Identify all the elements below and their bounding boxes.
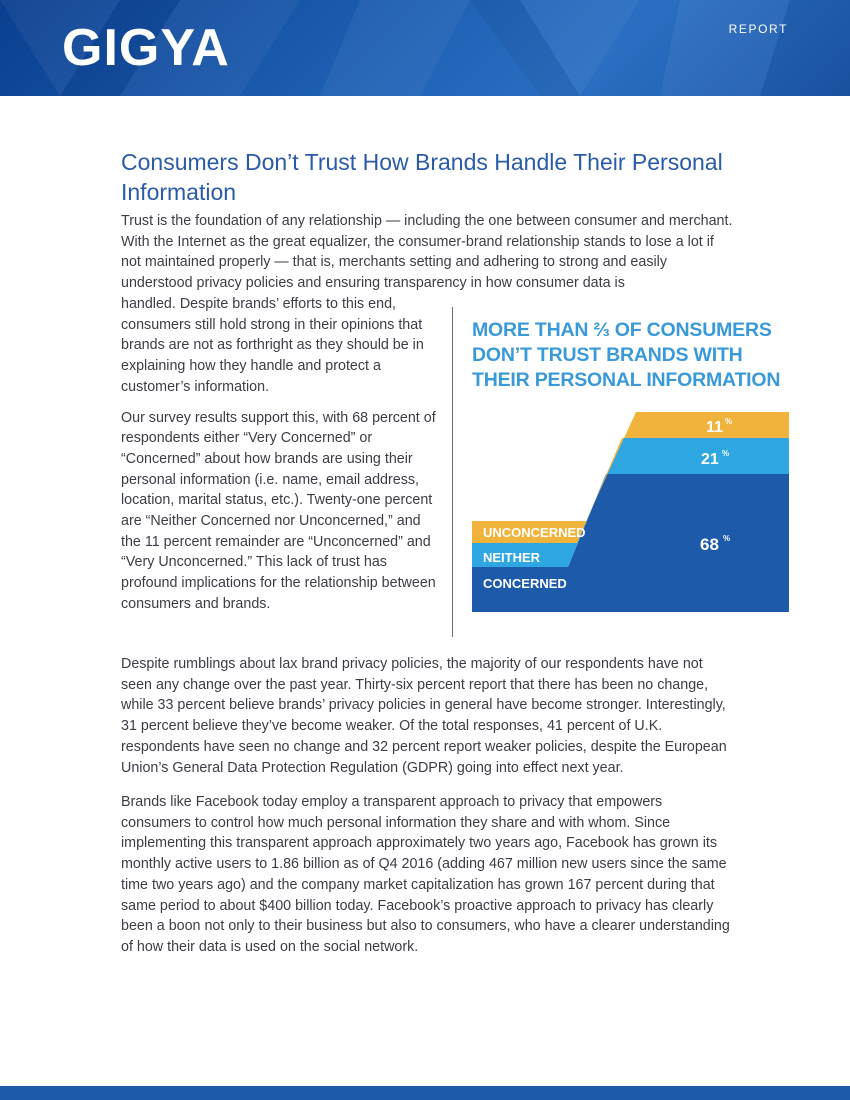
concern-stacked-chart — [472, 412, 792, 612]
policy-change-paragraph — [121, 654, 733, 778]
article-title: Consumers Don’t Trust How Brands Handle Their Personal Information — [121, 149, 723, 205]
label-concerned: CONCERNED — [483, 576, 567, 591]
intro-continued-text: handled. Despite brands’ efforts to this end, consumers still hold strong in their opinions that brands are not as forthright as they should be in explaining how they handle and protect a customer’s information. — [121, 296, 424, 395]
left-column — [121, 294, 439, 615]
label-neither: NEITHER — [483, 550, 541, 565]
facebook-paragraph — [121, 792, 733, 958]
percent-concerned: % — [723, 534, 731, 543]
page-header — [0, 0, 850, 96]
policy-change-text: Despite rumblings about lax brand privacy policies, the majority of our respondents have not seen any change over the past year. Thirty-six percent report that there has been no change, while 33 percent believe brands’ privacy policies in general have become stronger. Interestingly, 31 percent believe they’ve become weaker. Of the total responses, 41 percent of U.K. respondents have seen no change and 32 percent report weaker policies, despite the European Union’s General Data Protection Regulation (GDPR) going into effect next year. — [121, 656, 727, 776]
column-divider — [452, 307, 453, 637]
intro-text: Trust is the foundation of any relationship — including the one between consumer and merchant. With the Internet as the great equalizer, the consumer-brand relationship stands to lose a lot if not maintained properly — that is, merchants setting and adhering to strong and easily understood privacy policies and ensuring transparency in how consumer data is — [121, 213, 733, 292]
label-unconcerned: UNCONCERNED — [483, 525, 586, 540]
footer-bar — [0, 1086, 850, 1100]
infographic-headline: MORE THAN ⅔ OF CONSUMERS DON’T TRUST BRANDS WITH THEIR PERSONAL INFORMATION — [472, 319, 781, 391]
value-neither: 21 — [701, 451, 719, 468]
value-unconcerned: 11 — [706, 419, 723, 436]
trust-infographic — [472, 318, 792, 618]
value-concerned: 68 — [700, 535, 719, 554]
gigya-logo: GIGYA — [62, 19, 230, 77]
survey-paragraph: Our survey results support this, with 68 percent of respondents either “Very Concerned” or “Concerned” about how brands are using their personal information (i.e. name, email address, location, marital status, etc.). Twenty-one percent are “Neither Concerned nor Unconcerned,” and the 11 percent remainder are “Unconcerned” and “Very Unconcerned.” This lack of trust has profound implications for the relationship between consumers and brands. — [121, 409, 436, 612]
percent-unconcerned: % — [725, 417, 733, 426]
intro-paragraph — [121, 211, 733, 294]
report-label: REPORT — [728, 22, 788, 36]
facebook-text: Brands like Facebook today employ a transparent approach to privacy that empowers consumers to control how much personal information they share and with whom. Since implementing this transparent approach approximately two years ago, Facebook has grown its monthly active users to 1.86 billion as of Q4 2016 (adding 467 million new users since the same time two years ago) and the company market capitalization has grown 167 percent during that same period to about $400 billion today. Facebook’s proactive approach to privacy has clearly been a boon not only to their business but also to consumers, who have a clearer understanding of how their data is used on the social network. — [121, 794, 730, 955]
percent-neither: % — [722, 449, 730, 458]
